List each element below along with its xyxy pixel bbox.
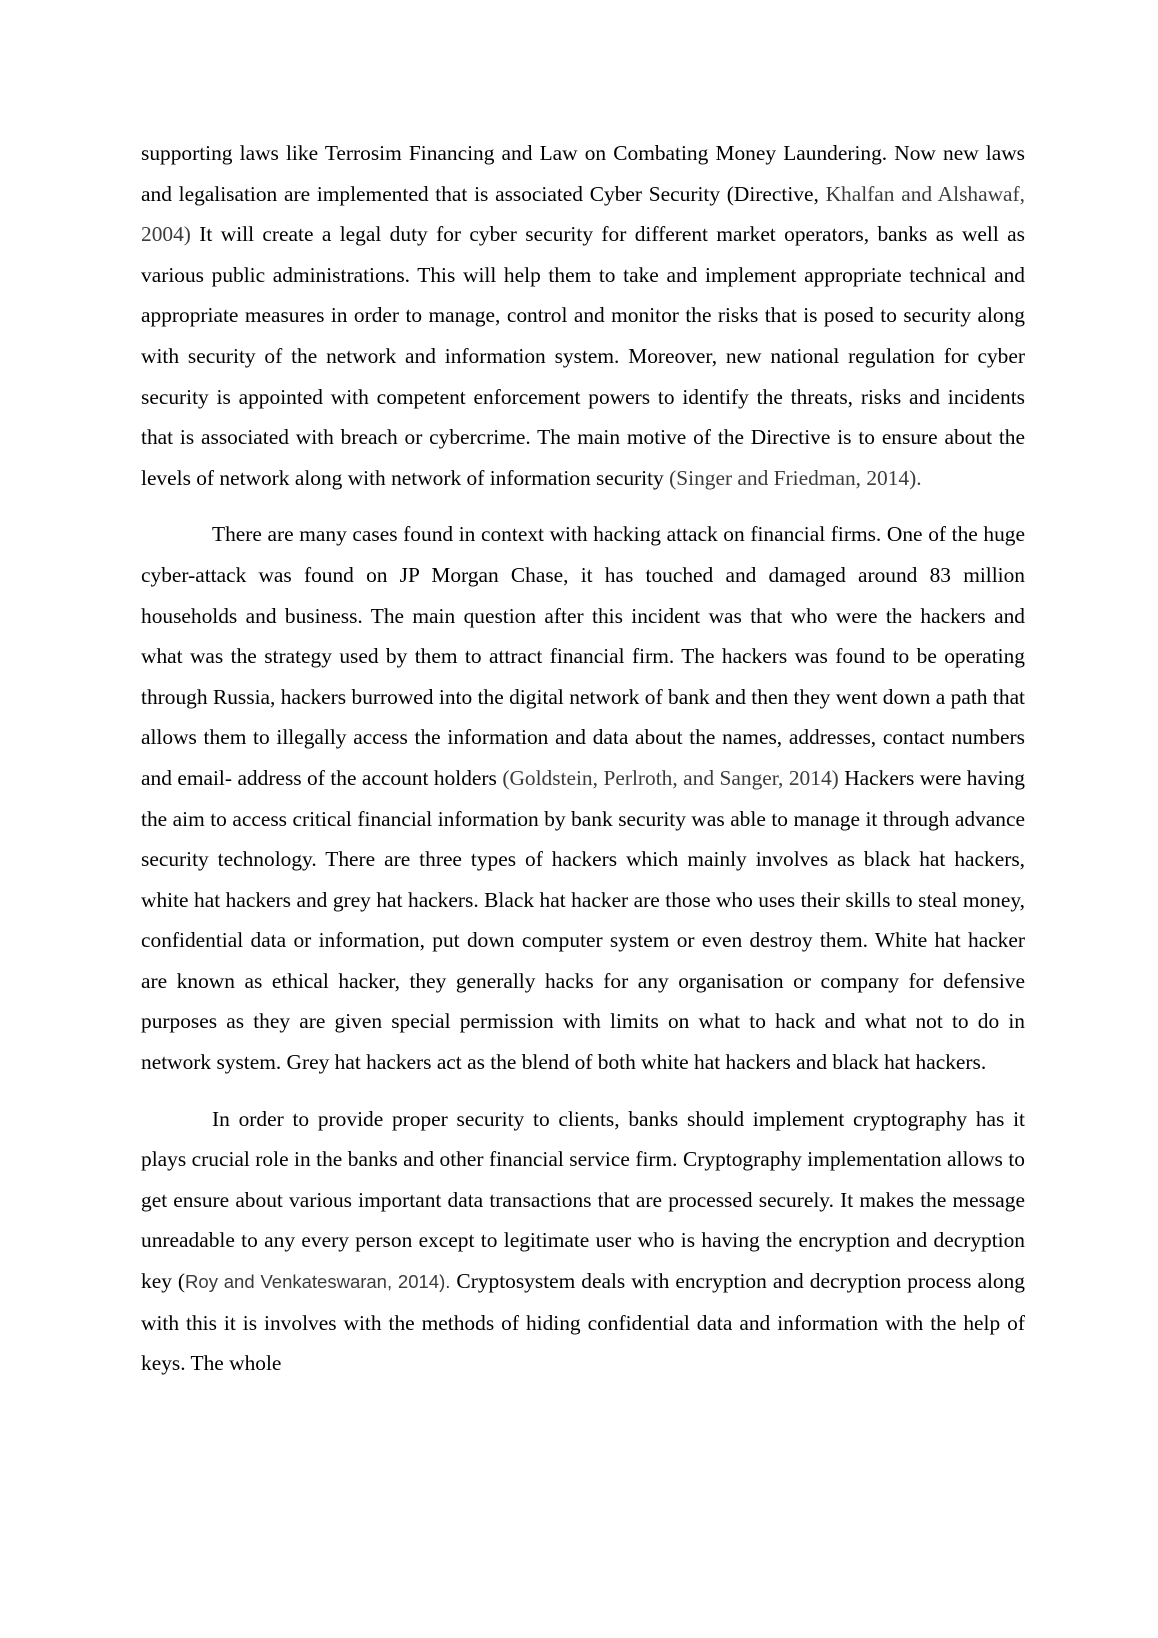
paragraph-hacking-cases	[141, 514, 1025, 1082]
text-run: Cryptosystem deals with encryption and decryption process along with this it is involves with the methods of hiding confidential data and information with the help of keys. The whole	[141, 1269, 1025, 1376]
citation: Roy and Venkateswaran, 2014).	[185, 1271, 451, 1293]
document-page	[141, 133, 1025, 1384]
citation: (Singer and Friedman, 2014).	[669, 465, 922, 490]
text-run: There are many cases found in context with hacking attack on financial firms. One of the huge cyber-attack was found on JP Morgan Chase, it has touched and damaged around 83 million households and business. The main question after this incident was that who were the hackers and what was the strategy used by them to attract financial firm. The hackers was found to be operating through Russia, hackers burrowed into the digital network of bank and then they went down a path that allows them to illegally access the information and data about the names, addresses, contact numbers and email- address of the account holders	[141, 522, 1025, 790]
text-run: supporting laws like Terrosim Financing and Law on Combating Money Laundering. Now new laws and legalisation are implemented that is associated Cyber Security (Directive,	[141, 141, 1025, 206]
text-run: In order to provide proper security to clients, banks should implement cryptography has it plays crucial role in the banks and other financial service firm. Cryptography implementation allows to get ensure about various important data transactions that are processed securely. It makes the message unreadable to any every person except to legitimate user who is having the encryption and decryption key (	[141, 1106, 1025, 1294]
text-run: It will create a legal duty for cyber security for different market operators, banks as well as various public administrations. This will help them to take and implement appropriate technical and appropriate measures in order to manage, control and monitor the risks that is posed to security along with security of the network and information system. Moreover, new national regulation for cyber security is appointed with competent enforcement powers to identify the threats, risks and incidents that is associated with breach or cybercrime. The main motive of the Directive is to ensure about the levels of network along with network of information security	[141, 222, 1025, 490]
paragraph-cyber-security-laws	[141, 133, 1025, 498]
citation: Khalfan and Alshawaf, 2004)	[141, 181, 1025, 247]
text-run: Hackers were having the aim to access critical financial information by bank security was able to manage it through advance security technology. There are three types of hackers which mainly involves as black hat hackers, white hat hackers and grey hat hackers. Black hat hacker are those who uses their skills to steal money, confidential data or information, put down computer system or even destroy them. White hat hacker are known as ethical hacker, they generally hacks for any organisation or company for defensive purposes as they are given special permission with limits on what to hack and what not to do in network system. Grey hat hackers act as the blend of both white hat hackers and black hat hackers.	[141, 765, 1025, 1075]
paragraph-cryptography	[141, 1099, 1025, 1384]
citation: (Goldstein, Perlroth, and Sanger, 2014)	[502, 765, 839, 790]
